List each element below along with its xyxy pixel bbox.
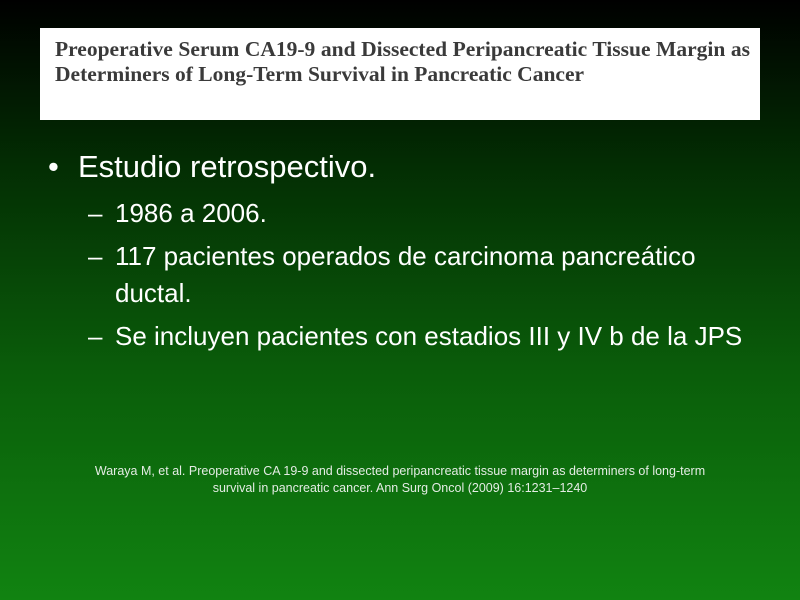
dash-icon: – bbox=[88, 198, 103, 228]
article-title: Preoperative Serum CA19-9 and Dissected Peripancreatic Tissue Margin as Determiners of Long-Term Survival in Pancreatic Cancer bbox=[55, 37, 750, 86]
bullet-icon: • bbox=[48, 149, 59, 184]
sub-bullet-item bbox=[88, 318, 748, 355]
main-bullet-text: Estudio retrospectivo. bbox=[78, 149, 377, 184]
sub-bullet-item bbox=[88, 195, 748, 232]
sub-bullet-text: 1986 a 2006. bbox=[115, 198, 267, 228]
dash-icon: – bbox=[88, 321, 103, 351]
citation bbox=[50, 463, 750, 497]
citation-line: survival in pancreatic cancer. Ann Surg Oncol (2009) 16:1231–1240 bbox=[212, 481, 588, 495]
main-bullet bbox=[48, 146, 376, 188]
sub-bullet-text: 117 pacientes operados de carcinoma pancreático ductal. bbox=[115, 241, 696, 308]
sub-bullet-list bbox=[88, 195, 748, 361]
dash-icon: – bbox=[88, 241, 103, 271]
sub-bullet-item bbox=[88, 238, 748, 312]
sub-bullet-text: Se incluyen pacientes con estadios III y IV b de la JPS bbox=[115, 321, 743, 351]
citation-line: Waraya M, et al. Preoperative CA 19-9 and dissected peripancreatic tissue margin as determiners of long-term bbox=[94, 464, 706, 478]
